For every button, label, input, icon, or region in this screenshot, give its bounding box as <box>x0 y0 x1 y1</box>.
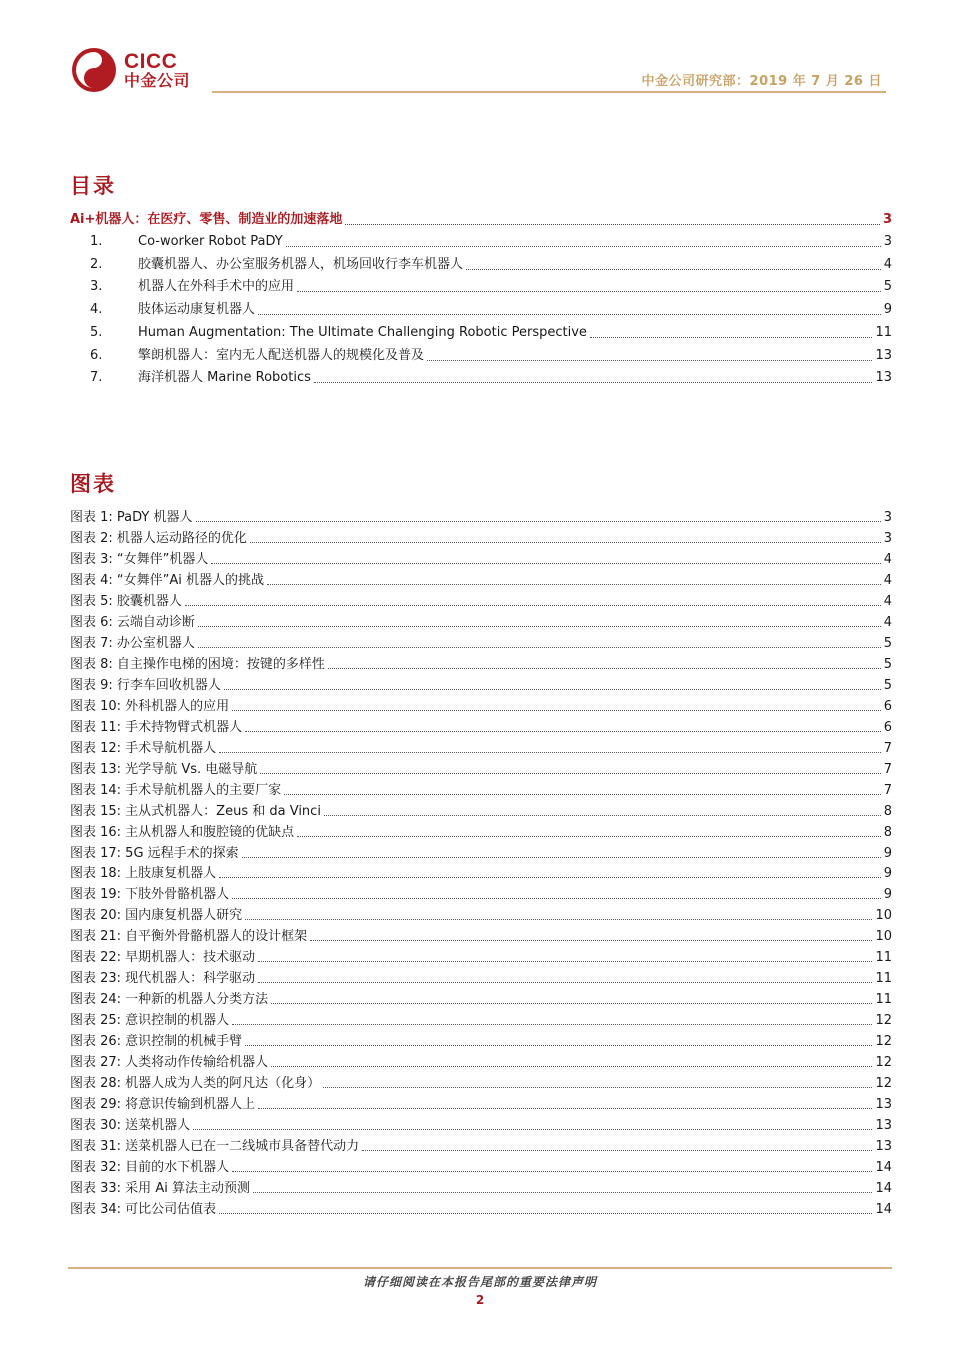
logo-chinese: 中金公司 <box>124 71 191 90</box>
figure-entry-text: 图表 29: 将意识传输到机器人上 <box>70 1097 256 1113</box>
figure-entry-page: 10 <box>875 929 892 945</box>
leader-dots <box>286 245 881 247</box>
figure-entry-page: 11 <box>875 992 892 1008</box>
leader-dots <box>232 1170 872 1172</box>
figure-entry-page: 5 <box>883 635 892 651</box>
toc-entry-number: 6. <box>90 347 103 363</box>
toc-entry[interactable] <box>70 324 892 342</box>
page-header <box>0 0 960 110</box>
leader-dots <box>323 1086 872 1088</box>
figure-entry-page: 8 <box>883 803 892 819</box>
figure-entry-page: 12 <box>875 1076 892 1092</box>
figure-entry[interactable] <box>70 1180 892 1197</box>
figures-title: 图表 <box>70 472 116 496</box>
figure-entry[interactable] <box>70 782 892 799</box>
figure-entry-text: 图表 9: 行李车回收机器人 <box>70 677 221 693</box>
figure-entry-page: 14 <box>875 1202 892 1217</box>
figure-entry-text: 图表 24: 一种新的机器人分类方法 <box>70 992 269 1008</box>
leader-dots <box>345 223 880 225</box>
leader-dots <box>219 1212 872 1214</box>
footer-divider <box>68 1267 892 1269</box>
leader-dots <box>224 688 881 690</box>
leader-dots <box>271 1002 872 1004</box>
figure-entry-page: 13 <box>875 1139 892 1155</box>
figure-entry-text: 图表 18: 上肢康复机器人 <box>70 866 217 882</box>
toc-entry-text: 擎朗机器人：室内无人配送机器人的规模化及普及 <box>138 347 425 363</box>
figure-entry-text: 图表 30: 送菜机器人 <box>70 1118 191 1134</box>
page-number: 2 <box>475 1293 485 1307</box>
figure-entry[interactable] <box>70 991 892 1008</box>
figure-entry[interactable] <box>70 928 892 945</box>
figure-entry-text: 图表 7: 办公室机器人 <box>70 635 195 651</box>
leader-dots <box>590 336 873 338</box>
figure-entry-text: 图表 8: 自主操作电梯的困境：按键的多样性 <box>70 656 325 672</box>
figure-entry-page: 4 <box>883 572 892 588</box>
leader-dots <box>362 1149 872 1151</box>
figure-entry-page: 7 <box>883 740 892 756</box>
figure-entry-page: 13 <box>875 1097 892 1113</box>
toc-entry-page: 3 <box>883 234 892 249</box>
leader-dots <box>250 541 881 543</box>
figure-entry[interactable] <box>70 593 892 610</box>
figure-entry-text: 图表 10: 外科机器人的应用 <box>70 698 230 714</box>
figure-entry-text: 图表 32: 目前的水下机器人 <box>70 1160 230 1176</box>
toc-entry-page: 13 <box>875 370 892 386</box>
leader-dots <box>245 918 872 920</box>
leader-dots <box>267 583 881 585</box>
leader-dots <box>258 313 881 315</box>
toc-entry-number: 4. <box>90 302 103 318</box>
toc-entry-main[interactable] <box>70 211 892 229</box>
cicc-logo <box>70 46 200 96</box>
figure-entry-text: 图表 15: 主从式机器人：Zeus 和 da Vinci <box>70 803 321 819</box>
toc-entry[interactable] <box>70 256 892 274</box>
header-divider <box>212 91 886 93</box>
figure-entry-text: 图表 26: 意识控制的机械手臂 <box>70 1034 243 1050</box>
figure-entry-text: 图表 2: 机器人运动路径的优化 <box>70 530 247 546</box>
leader-dots <box>198 625 881 627</box>
toc-entry-number: 5. <box>90 324 103 340</box>
figure-entry-page: 13 <box>875 1118 892 1134</box>
leader-dots <box>328 667 881 669</box>
figure-entry-text: 图表 12: 手术导航机器人 <box>70 740 217 756</box>
leader-dots <box>297 290 881 292</box>
toc-entry-text: 机器人在外科手术中的应用 <box>138 279 295 295</box>
figure-entry-page: 5 <box>883 656 892 672</box>
leader-dots <box>260 772 880 774</box>
figure-entry-page: 12 <box>875 1034 892 1050</box>
figure-entry-page: 11 <box>875 971 892 987</box>
figure-entry-text: 图表 19: 下肢外骨骼机器人 <box>70 887 230 903</box>
toc-entry-text: 胶囊机器人、办公室服务机器人，机场回收行李车机器人 <box>138 256 464 272</box>
leader-dots <box>253 1191 872 1193</box>
leader-dots <box>258 1107 872 1109</box>
header-date: 中金公司研究部：2019 年 7 月 26 日 <box>641 74 882 89</box>
leader-dots <box>219 876 881 878</box>
figure-entry-page: 6 <box>883 698 892 714</box>
figure-entry[interactable] <box>70 865 892 882</box>
toc-title: 目录 <box>70 174 116 198</box>
figure-entry[interactable] <box>70 551 892 568</box>
toc-entry-page: 3 <box>882 212 892 227</box>
figure-entry-page: 9 <box>883 887 892 903</box>
leader-dots <box>258 981 872 983</box>
figure-entry-page: 4 <box>883 551 892 567</box>
figure-entry-text: 图表 17: 5G 远程手术的探索 <box>70 845 239 861</box>
figure-entry-text: 图表 6: 云端自动诊断 <box>70 614 195 630</box>
figure-entry[interactable] <box>70 1075 892 1092</box>
figure-entry-text: 图表 1: PaDY 机器人 <box>70 510 193 525</box>
leader-dots <box>324 814 881 816</box>
leader-dots <box>284 793 881 795</box>
leader-dots <box>185 604 881 606</box>
figure-entry-text: 图表 25: 意识控制的机器人 <box>70 1013 230 1029</box>
figure-entry-page: 14 <box>875 1160 892 1176</box>
figure-entry-page: 12 <box>875 1013 892 1029</box>
figure-entry[interactable] <box>70 740 892 757</box>
toc-entry-page: 13 <box>875 347 892 363</box>
leader-dots <box>196 520 881 522</box>
figure-entry-page: 5 <box>883 677 892 693</box>
figure-entry-text: 图表 3: “女舞伴”机器人 <box>70 551 209 567</box>
leader-dots <box>219 751 881 753</box>
figure-entry-page: 9 <box>883 845 892 861</box>
figure-entry[interactable] <box>70 698 892 715</box>
figure-entry[interactable] <box>70 1033 892 1050</box>
figure-entry[interactable] <box>70 1138 892 1155</box>
figure-entry-text: 图表 20: 国内康复机器人研究 <box>70 908 243 924</box>
figure-entry-text: 图表 23: 现代机器人：科学驱动 <box>70 971 256 987</box>
toc-entry[interactable] <box>70 233 892 251</box>
figure-entry[interactable] <box>70 1201 892 1218</box>
figure-entry[interactable] <box>70 907 892 924</box>
toc-entry[interactable] <box>70 369 892 387</box>
leader-dots <box>427 359 872 361</box>
toc-entry-number: 2. <box>90 256 103 272</box>
toc-entry-text: Human Augmentation: The Ultimate Challenging Robotic Perspective <box>138 324 587 340</box>
toc-entry-page: 5 <box>883 279 892 295</box>
figure-entry[interactable] <box>70 509 892 526</box>
toc-entry-text: 肢体运动康复机器人 <box>138 302 256 318</box>
logo-english: CICC <box>124 50 178 73</box>
figure-entry-page: 7 <box>883 782 892 798</box>
leader-dots <box>232 897 881 899</box>
toc-entry-number: 3. <box>90 279 103 295</box>
leader-dots <box>242 856 881 858</box>
toc-entry-page: 11 <box>875 324 892 340</box>
leader-dots <box>198 646 881 648</box>
leader-dots <box>245 1044 872 1046</box>
leader-dots <box>297 835 881 837</box>
toc-entry-page: 9 <box>883 302 892 318</box>
leader-dots <box>258 960 872 962</box>
figure-entry-page: 4 <box>883 614 892 630</box>
cicc-logo-mark-icon <box>70 46 118 94</box>
figure-entry-page: 11 <box>875 950 892 966</box>
figure-entry-page: 14 <box>875 1181 892 1197</box>
figure-entry[interactable] <box>70 1054 892 1071</box>
figure-entry-page: 4 <box>883 593 892 609</box>
leader-dots <box>314 381 873 383</box>
figure-entry-page: 6 <box>883 719 892 735</box>
figure-entry-text: 图表 11: 手术持物臂式机器人 <box>70 719 243 735</box>
figure-entry-text: 图表 22: 早期机器人：技术驱动 <box>70 950 256 966</box>
figure-entry[interactable] <box>70 656 892 673</box>
toc-entry-text: 海洋机器人 Marine Robotics <box>138 370 311 386</box>
figure-entry[interactable] <box>70 677 892 694</box>
toc-entry-number: 7. <box>90 370 103 386</box>
toc-entry-text: Ai+机器人：在医疗、零售、制造业的加速落地 <box>70 212 343 227</box>
figure-entry[interactable] <box>70 803 892 820</box>
figure-entry-text: 图表 28: 机器人成为人类的阿凡达（化身） <box>70 1076 321 1092</box>
figure-entry[interactable] <box>70 949 892 966</box>
leader-dots <box>310 939 872 941</box>
figure-entry-text: 图表 5: 胶囊机器人 <box>70 593 182 609</box>
toc-entry[interactable] <box>70 278 892 296</box>
figure-entry-page: 3 <box>883 510 892 525</box>
figure-entry[interactable] <box>70 886 892 903</box>
figure-entry-page: 12 <box>875 1055 892 1071</box>
toc-entry-text: Co-worker Robot PaDY <box>138 234 283 249</box>
figure-entry-page: 8 <box>883 824 892 840</box>
leader-dots <box>232 709 881 711</box>
leader-dots <box>466 268 881 270</box>
leader-dots <box>271 1065 872 1067</box>
figure-entry[interactable] <box>70 572 892 589</box>
figure-entry[interactable] <box>70 1117 892 1134</box>
figure-entry-text: 图表 34: 可比公司估值表 <box>70 1202 217 1217</box>
figure-entry[interactable] <box>70 824 892 841</box>
figure-entry[interactable] <box>70 719 892 736</box>
figure-entry[interactable] <box>70 614 892 631</box>
leader-dots <box>193 1128 872 1130</box>
toc-entry[interactable] <box>70 301 892 319</box>
figure-entry[interactable] <box>70 1012 892 1029</box>
leader-dots <box>211 562 880 564</box>
toc-entry-page: 4 <box>883 256 892 272</box>
figure-entry-text: 图表 21: 自平衡外骨骼机器人的设计框架 <box>70 929 308 945</box>
figure-entry[interactable] <box>70 635 892 652</box>
toc-entry-number: 1. <box>90 234 103 249</box>
figure-entry-text: 图表 16: 主从机器人和腹腔镜的优缺点 <box>70 824 295 840</box>
figure-entry-page: 9 <box>883 866 892 882</box>
toc-entry[interactable] <box>70 347 892 365</box>
figure-entry-text: 图表 31: 送菜机器人已在一二线城市具备替代动力 <box>70 1139 360 1155</box>
figure-entry[interactable] <box>70 845 892 862</box>
figure-entry[interactable] <box>70 530 892 547</box>
figure-entry[interactable] <box>70 1159 892 1176</box>
figure-entry-text: 图表 13: 光学导航 Vs. 电磁导航 <box>70 761 258 777</box>
figure-entry-page: 3 <box>883 530 892 546</box>
leader-dots <box>232 1023 872 1025</box>
footer-legal-note: 请仔细阅读在本报告尾部的重要法律声明 <box>362 1275 597 1289</box>
leader-dots <box>245 730 881 732</box>
figure-entry-text: 图表 33: 采用 Ai 算法主动预测 <box>70 1181 250 1197</box>
figure-entry-page: 7 <box>883 761 892 777</box>
figure-entry-text: 图表 14: 手术导航机器人的主要厂家 <box>70 782 282 798</box>
figure-entry[interactable] <box>70 970 892 987</box>
figure-entry-text: 图表 27: 人类将动作传输给机器人 <box>70 1055 269 1071</box>
figure-entry-page: 10 <box>875 908 892 924</box>
figure-entry[interactable] <box>70 1096 892 1113</box>
figure-entry[interactable] <box>70 761 892 778</box>
figure-entry-text: 图表 4: “女舞伴”Ai 机器人的挑战 <box>70 572 265 588</box>
